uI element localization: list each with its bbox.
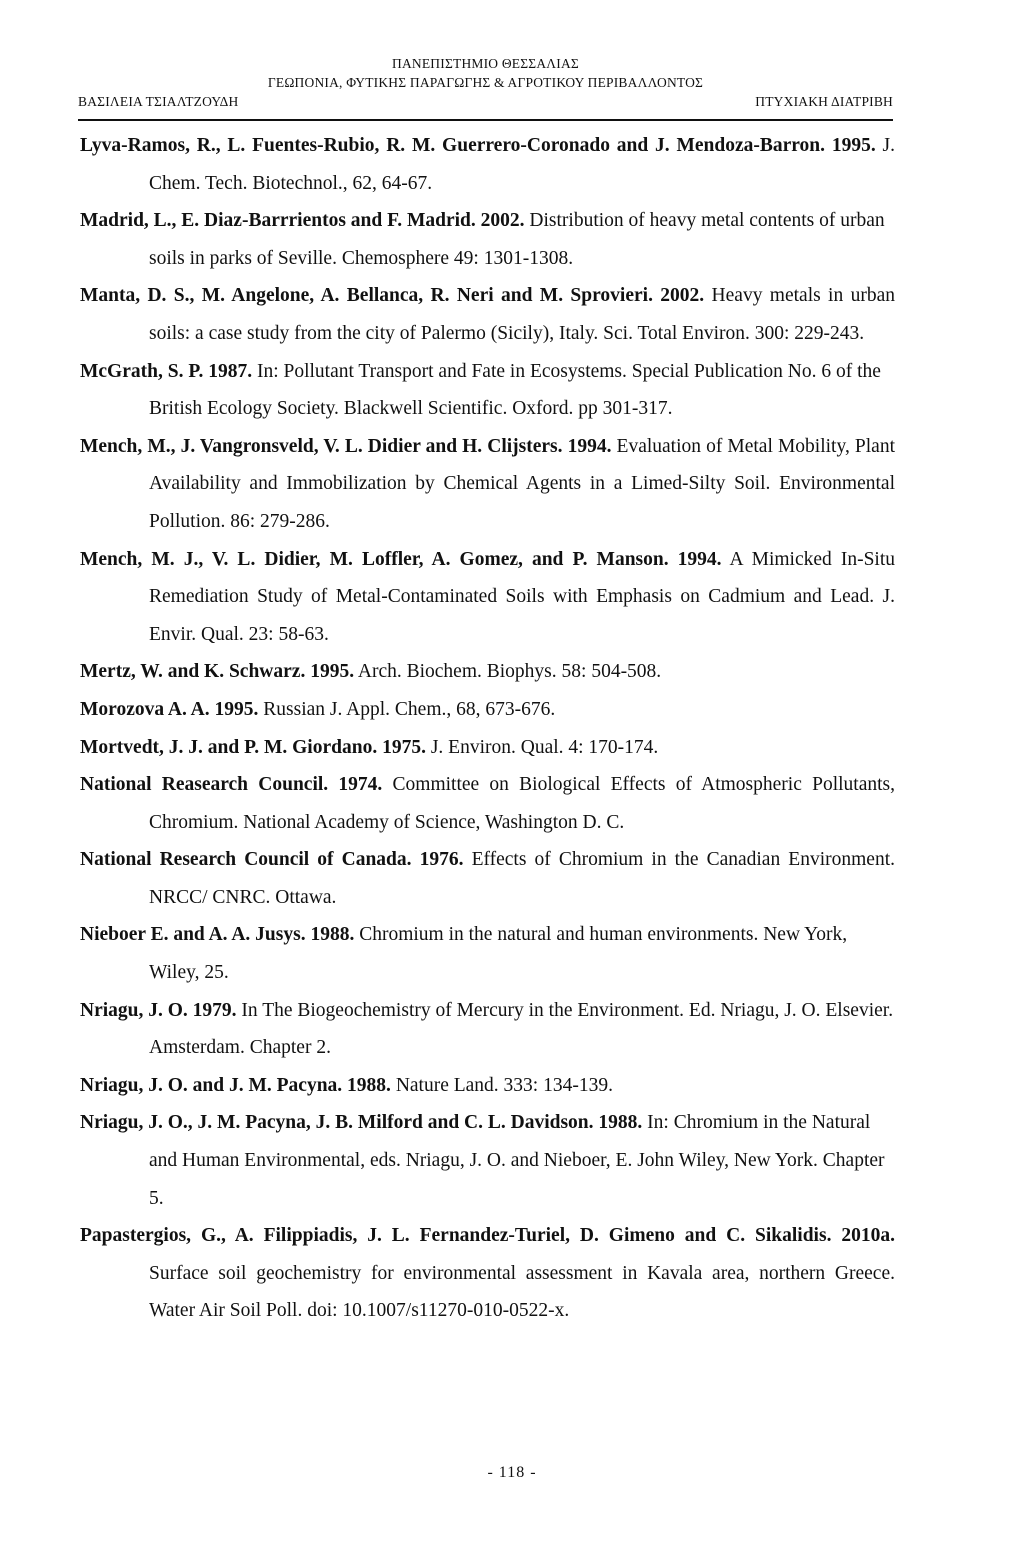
reference-details: Arch. Biochem. Biophys. 58: 504-508. <box>354 661 662 683</box>
reference-authors: Madrid, L., E. Diaz-Barrrientos and F. Madrid. 2002. <box>80 210 525 232</box>
reference-details: In: Chromium in the Natural and Human Environmental, eds. Nriagu, J. O. and Nieboer, E. John Wiley, New York. Chapter 5. <box>149 1112 885 1209</box>
header-author: ΒΑΣΙΛΕΙΑ ΤΣΙΑΛΤΖΟΥΔΗ <box>78 94 239 109</box>
reference-entry <box>80 691 895 729</box>
reference-entry <box>80 1067 895 1105</box>
reference-entry <box>80 916 895 991</box>
page-number: - 118 - <box>487 1464 537 1481</box>
reference-entry <box>80 541 895 654</box>
reference-entry <box>80 992 895 1067</box>
reference-details: Nature Land. 333: 134-139. <box>390 1074 613 1096</box>
reference-entry <box>80 1104 895 1217</box>
reference-authors: Nriagu, J. O. 1979. <box>80 999 237 1021</box>
reference-authors: Nieboer E. and A. A. Jusys. 1988. <box>80 924 355 946</box>
reference-details: Chromium in the natural and human environments. New York, Wiley, 25. <box>149 924 848 984</box>
reference-entry <box>80 729 895 767</box>
reference-details: J. Environ. Qual. 4: 170-174. <box>425 736 659 758</box>
reference-details: J. Chem. Tech. Biotechnol., 62, 64-67. <box>149 135 895 194</box>
reference-authors: Morozova A. A. 1995. <box>80 698 259 720</box>
reference-authors: Nriagu, J. O., J. M. Pacyna, J. B. Milford and C. L. Davidson. 1988. <box>80 1112 643 1134</box>
reference-entry <box>80 841 895 916</box>
reference-entry <box>80 202 895 277</box>
reference-authors: Papastergios, G., A. Filippiadis, J. L. Fernandez-Turiel, D. Gimeno and C. Sikalidis. 2010a. <box>80 1225 895 1247</box>
reference-details: In: Pollutant Transport and Fate in Ecosystems. Special Publication No. 6 of the British Ecology Society. Blackwell Scientific. Oxford. pp 301-317. <box>149 360 881 420</box>
reference-entry <box>80 127 895 202</box>
header-department: ΓΕΩΠΟΝΙΑ, ΦΥΤΙΚΗΣ ΠΑΡΑΓΩΓΗΣ & ΑΓΡΟΤΙΚΟΥ ΠΕΡΙΒΑΛΛΟΝΤΟΣ <box>267 75 704 90</box>
reference-details: Effects of Chromium in the Canadian Environment. NRCC/ CNRC. Ottawa. <box>149 849 895 908</box>
reference-entry <box>80 428 895 541</box>
page-header <box>78 56 893 122</box>
reference-authors: Lyva-Ramos, R., L. Fuentes-Rubio, R. M. Guerrero-Coronado and J. Mendoza-Barron. 1995. <box>80 135 876 156</box>
reference-entry <box>80 766 895 841</box>
reference-authors: National Reasearch Council. 1974. <box>80 774 383 796</box>
header-doc-type: ΠΤΥΧΙΑΚΗ ΔΙΑΤΡΙΒΗ <box>755 94 893 109</box>
reference-details: Heavy metals in urban soils: a case study from the city of Palermo (Sicily), Italy. Sci. Total Environ. 300: 229-243. <box>149 285 895 344</box>
reference-authors: Mench, M., J. Vangronsveld, V. L. Didier and H. Clijsters. 1994. <box>80 435 612 457</box>
reference-authors: McGrath, S. P. 1987. <box>80 360 253 382</box>
reference-authors: Mertz, W. and K. Schwarz. 1995. <box>80 661 355 683</box>
reference-authors: Mortvedt, J. J. and P. M. Giordano. 1975. <box>80 736 426 758</box>
reference-details: In The Biogeochemistry of Mercury in the Environment. Ed. Nriagu, J. O. Elsevier. Amsterdam. Chapter 2. <box>149 999 894 1059</box>
reference-entry <box>80 353 895 428</box>
reference-details: Evaluation of Metal Mobility, Plant Availability and Immobilization by Chemical Agents in a Limed-Silty Soil. Environmental Pollution. 86: 279-286. <box>149 435 895 532</box>
reference-details: Russian J. Appl. Chem., 68, 673-676. <box>258 698 556 720</box>
reference-details: Distribution of heavy metal contents of urban soils in parks of Seville. Chemosphere 49: 1301-1308. <box>149 210 885 269</box>
reference-details: Surface soil geochemistry for environmental assessment in Kavala area, northern Greece. Water Air Soil Poll. doi: 10.1007/s11270-010-0522-x. <box>149 1262 895 1322</box>
reference-authors: Nriagu, J. O. and J. M. Pacyna. 1988. <box>80 1074 391 1096</box>
header-institution: ΠΑΝΕΠΙΣΤΗΜΙΟ ΘΕΣΣΑΛΙΑΣ <box>392 56 579 71</box>
reference-details: Committee on Biological Effects of Atmospheric Pollutants, Chromium. National Academy of Science, Washington D. C. <box>149 774 895 833</box>
reference-entry <box>80 1217 895 1330</box>
reference-list <box>80 127 895 1330</box>
header-divider <box>78 119 893 121</box>
reference-authors: National Research Council of Canada. 1976. <box>80 849 464 871</box>
reference-authors: Manta, D. S., M. Angelone, A. Bellanca, R. Neri and M. Sprovieri. 2002. <box>80 285 705 307</box>
reference-authors: Mench, M. J., V. L. Didier, M. Loffler, A. Gomez, and P. Manson. 1994. <box>80 548 722 570</box>
reference-entry <box>80 277 895 352</box>
reference-entry <box>80 653 895 691</box>
reference-details: A Mimicked In-Situ Remediation Study of Metal-Contaminated Soils with Emphasis on Cadmium and Lead. J. Envir. Qual. 23: 58-63. <box>149 548 896 645</box>
